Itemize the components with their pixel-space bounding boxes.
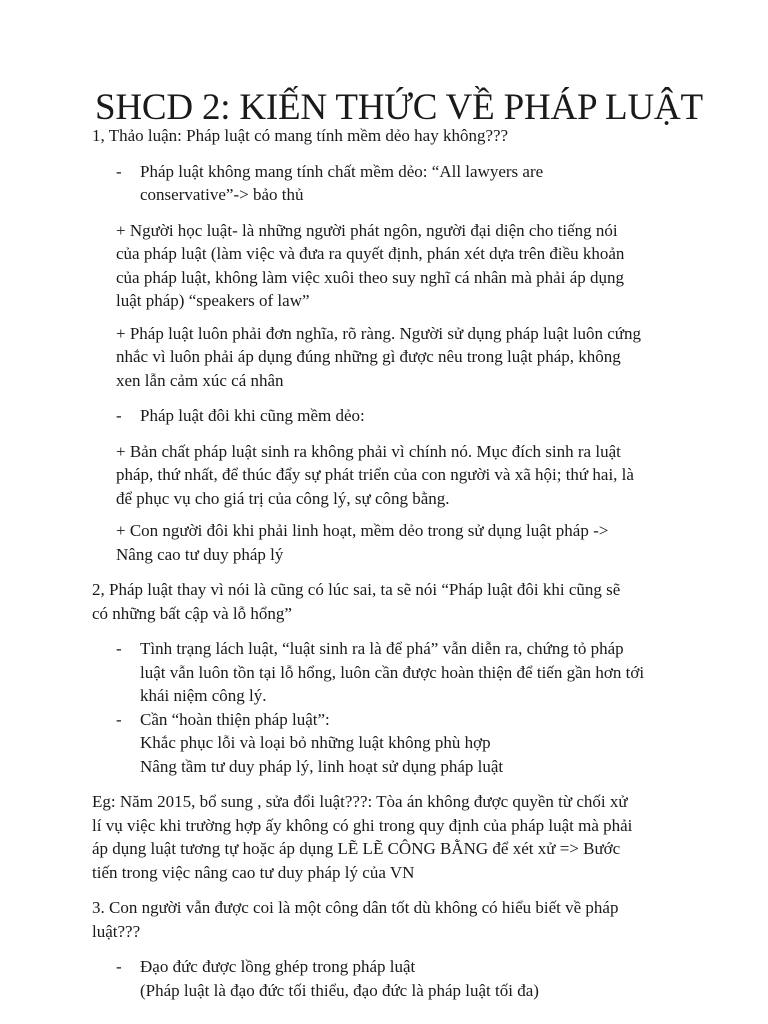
section-3-heading [92, 896, 692, 943]
bullet-text: Đạo đức được lồng ghép trong pháp luật [140, 957, 416, 976]
section-1-paragraph-3 [116, 440, 692, 511]
bullet-dash: - [116, 406, 122, 425]
heading-line: luật??? [92, 921, 141, 941]
section-1-heading: 1, Thảo luận: Pháp luật có mang tính mềm dẻo hay không??? [92, 126, 509, 145]
paragraph-line: của pháp luật, không làm việc xuôi theo suy nghĩ cá nhân mà phải áp dụng [116, 267, 624, 287]
section-3-bullet-1 [92, 955, 692, 1002]
document-title: SHCD 2: KIẾN THỨC VỀ PHÁP LUẬT [95, 87, 703, 128]
section-2-example [92, 790, 692, 884]
paragraph-line: của pháp luật (làm việc và đưa ra quyết định, phán xét dựa trên điều khoản [116, 244, 625, 263]
paragraph-line: nhắc vì luôn phải áp dụng đúng những gì được nêu trong luật pháp, không [116, 347, 621, 366]
paragraph-line: luật pháp) “speakers of law” [116, 291, 310, 310]
document-body [92, 124, 692, 1002]
paragraph-line: + Người học luật- là những người phát ngôn, người đại diện cho tiếng nói [116, 220, 618, 240]
bullet-text: khái niệm công lý. [140, 686, 267, 705]
heading-line: có những bất cập và lỗ hổng” [92, 603, 292, 623]
section-2-bullet-2 [92, 708, 692, 779]
section-1-bullet-1 [92, 160, 692, 207]
bullet-text: Khắc phục lỗi và loại bỏ những luật không phù hợp [140, 733, 491, 752]
bullet-dash: - [116, 709, 122, 729]
section-1-paragraph-4 [116, 519, 692, 566]
paragraph-line: xen lẫn cảm xúc cá nhân [116, 370, 284, 390]
section-2-heading [92, 578, 692, 625]
bullet-text: (Pháp luật là đạo đức tối thiểu, đạo đức là pháp luật tối đa) [140, 980, 539, 1000]
paragraph-line: pháp, thứ nhất, để thúc đẩy sự phát triển của con người và xã hội; thứ hai, là [116, 465, 634, 484]
example-line: tiến trong việc nâng cao tư duy pháp lý của VN [92, 862, 415, 882]
bullet-text: Tình trạng lách luật, “luật sinh ra là để phá” vẫn diễn ra, chứng tỏ pháp [140, 639, 624, 658]
heading-line: 3. Con người vẫn được coi là một công dân tốt dù không có hiểu biết về pháp [92, 898, 619, 917]
section-1-paragraph-1 [116, 219, 692, 313]
section-1-paragraph-2 [116, 322, 692, 393]
paragraph-line: để phục vụ cho giá trị của công lý, sự công bằng. [116, 488, 450, 508]
paragraph-line: + Bản chất pháp luật sinh ra không phải vì chính nó. Mục đích sinh ra luật [116, 441, 621, 461]
paragraph-line: + Pháp luật luôn phải đơn nghĩa, rõ ràng. Người sử dụng pháp luật luôn cứng [116, 323, 641, 343]
section-2-bullet-1 [92, 637, 692, 708]
example-line: Eg: Năm 2015, bổ sung , sửa đổi luật???: Tòa án không được quyền từ chối xử [92, 792, 628, 811]
bullet-text: Nâng tầm tư duy pháp lý, linh hoạt sử dụng pháp luật [140, 756, 504, 776]
bullet-text: conservative”-> bảo thủ [140, 185, 304, 204]
bullet-dash: - [116, 957, 122, 976]
paragraph-line: + Con người đôi khi phải linh hoạt, mềm dẻo trong sử dụng luật pháp -> [116, 521, 609, 540]
bullet-dash: - [116, 161, 122, 181]
bullet-text: Cần “hoàn thiện pháp luật”: [140, 709, 330, 729]
paragraph-line: Nâng cao tư duy pháp lý [116, 544, 284, 564]
bullet-text: luật vẫn luôn tồn tại lỗ hổng, luôn cần được hoàn thiện để tiến gần hơn tới [140, 662, 645, 682]
heading-line: 2, Pháp luật thay vì nói là cũng có lúc sai, ta sẽ nói “Pháp luật đôi khi cũng sẽ [92, 580, 621, 599]
section-1-bullet-2 [92, 404, 692, 428]
bullet-text: Pháp luật đôi khi cũng mềm dẻo: [140, 406, 365, 425]
example-line: áp dụng luật tương tự hoặc áp dụng LẼ LẼ CÔNG BẰNG để xét xử => Bước [92, 839, 621, 858]
example-line: lí vụ việc khi trường hợp ấy không có ghi trong quy định của pháp luật mà phải [92, 815, 633, 835]
bullet-dash: - [116, 639, 122, 658]
bullet-text: Pháp luật không mang tính chất mềm dẻo: “All lawyers are [140, 161, 544, 181]
